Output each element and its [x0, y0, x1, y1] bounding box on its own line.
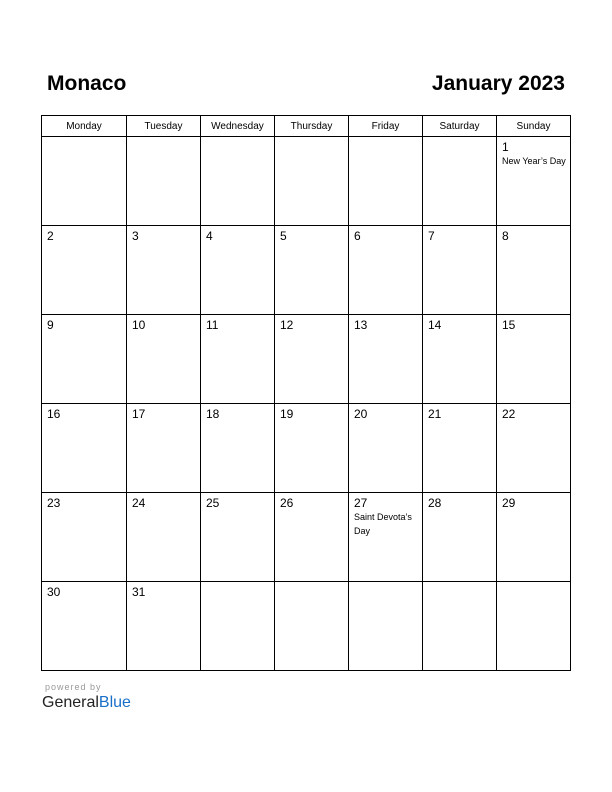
week-row [42, 582, 571, 671]
day-cell [497, 582, 571, 671]
day-cell [42, 226, 127, 315]
holiday-label: Saint Devota’s Day [354, 512, 412, 536]
country-title: Monaco [47, 72, 127, 95]
weekday-friday: Friday [349, 116, 423, 137]
day-cell [497, 315, 571, 404]
day-number: 30 [47, 585, 61, 599]
day-cell [423, 582, 497, 671]
weekday-monday: Monday [42, 116, 127, 137]
day-cell [275, 493, 349, 582]
brand-logo [42, 693, 131, 713]
day-cell [42, 493, 127, 582]
day-number: 18 [206, 407, 220, 421]
day-cell [349, 137, 423, 226]
day-number: 8 [502, 229, 509, 243]
weekday-header-row [42, 116, 571, 137]
day-number: 14 [428, 318, 442, 332]
day-number: 29 [502, 496, 516, 510]
week-row [42, 226, 571, 315]
calendar-grid [41, 115, 571, 671]
day-number: 7 [428, 229, 435, 243]
day-number: 25 [206, 496, 220, 510]
day-cell [275, 404, 349, 493]
day-cell [201, 493, 275, 582]
day-number: 24 [132, 496, 146, 510]
day-number: 3 [132, 229, 139, 243]
week-row [42, 315, 571, 404]
day-number: 27 [354, 496, 368, 510]
day-number: 13 [354, 318, 368, 332]
day-cell [127, 582, 201, 671]
day-cell [349, 493, 423, 582]
day-number: 16 [47, 407, 61, 421]
day-number: 15 [502, 318, 516, 332]
holiday-label: New Year’s Day [502, 156, 566, 166]
day-cell [497, 137, 571, 226]
day-cell [127, 137, 201, 226]
day-number: 23 [47, 496, 61, 510]
day-cell [423, 137, 497, 226]
day-cell [127, 493, 201, 582]
day-number: 20 [354, 407, 368, 421]
day-cell [497, 404, 571, 493]
weekday-thursday: Thursday [275, 116, 349, 137]
weekday-wednesday: Wednesday [201, 116, 275, 137]
day-number: 1 [502, 140, 509, 154]
day-cell [423, 404, 497, 493]
day-number: 9 [47, 318, 54, 332]
day-number: 12 [280, 318, 294, 332]
day-cell [497, 226, 571, 315]
day-number: 21 [428, 407, 442, 421]
day-cell [497, 493, 571, 582]
day-cell [201, 137, 275, 226]
day-cell [42, 582, 127, 671]
day-cell [201, 404, 275, 493]
day-cell [423, 315, 497, 404]
day-cell [42, 315, 127, 404]
day-cell [127, 404, 201, 493]
day-cell [201, 226, 275, 315]
powered-by-text: powered by [45, 682, 102, 692]
day-number: 4 [206, 229, 213, 243]
day-cell [423, 226, 497, 315]
day-number: 26 [280, 496, 294, 510]
day-cell [349, 582, 423, 671]
week-row [42, 137, 571, 226]
day-cell [349, 315, 423, 404]
day-number: 5 [280, 229, 287, 243]
day-number: 10 [132, 318, 146, 332]
day-cell [275, 137, 349, 226]
day-cell [349, 226, 423, 315]
week-row [42, 493, 571, 582]
day-number: 2 [47, 229, 54, 243]
day-number: 11 [206, 318, 219, 332]
weekday-tuesday: Tuesday [127, 116, 201, 137]
day-cell [275, 226, 349, 315]
day-cell [201, 315, 275, 404]
month-year-title: January 2023 [431, 72, 565, 95]
day-cell [127, 315, 201, 404]
day-cell [201, 582, 275, 671]
day-number: 22 [502, 407, 516, 421]
day-number: 17 [132, 407, 146, 421]
day-cell [127, 226, 201, 315]
day-cell [275, 315, 349, 404]
weekday-sunday: Sunday [497, 116, 571, 137]
day-cell [423, 493, 497, 582]
day-cell [42, 404, 127, 493]
day-cell [349, 404, 423, 493]
day-cell [42, 137, 127, 226]
day-number: 19 [280, 407, 294, 421]
day-cell [275, 582, 349, 671]
brand-blue: Blue [98, 694, 131, 711]
week-row [42, 404, 571, 493]
day-number: 31 [132, 585, 146, 599]
weekday-saturday: Saturday [423, 116, 497, 137]
day-number: 6 [354, 229, 361, 243]
brand-general: General [42, 694, 99, 711]
day-number: 28 [428, 496, 442, 510]
